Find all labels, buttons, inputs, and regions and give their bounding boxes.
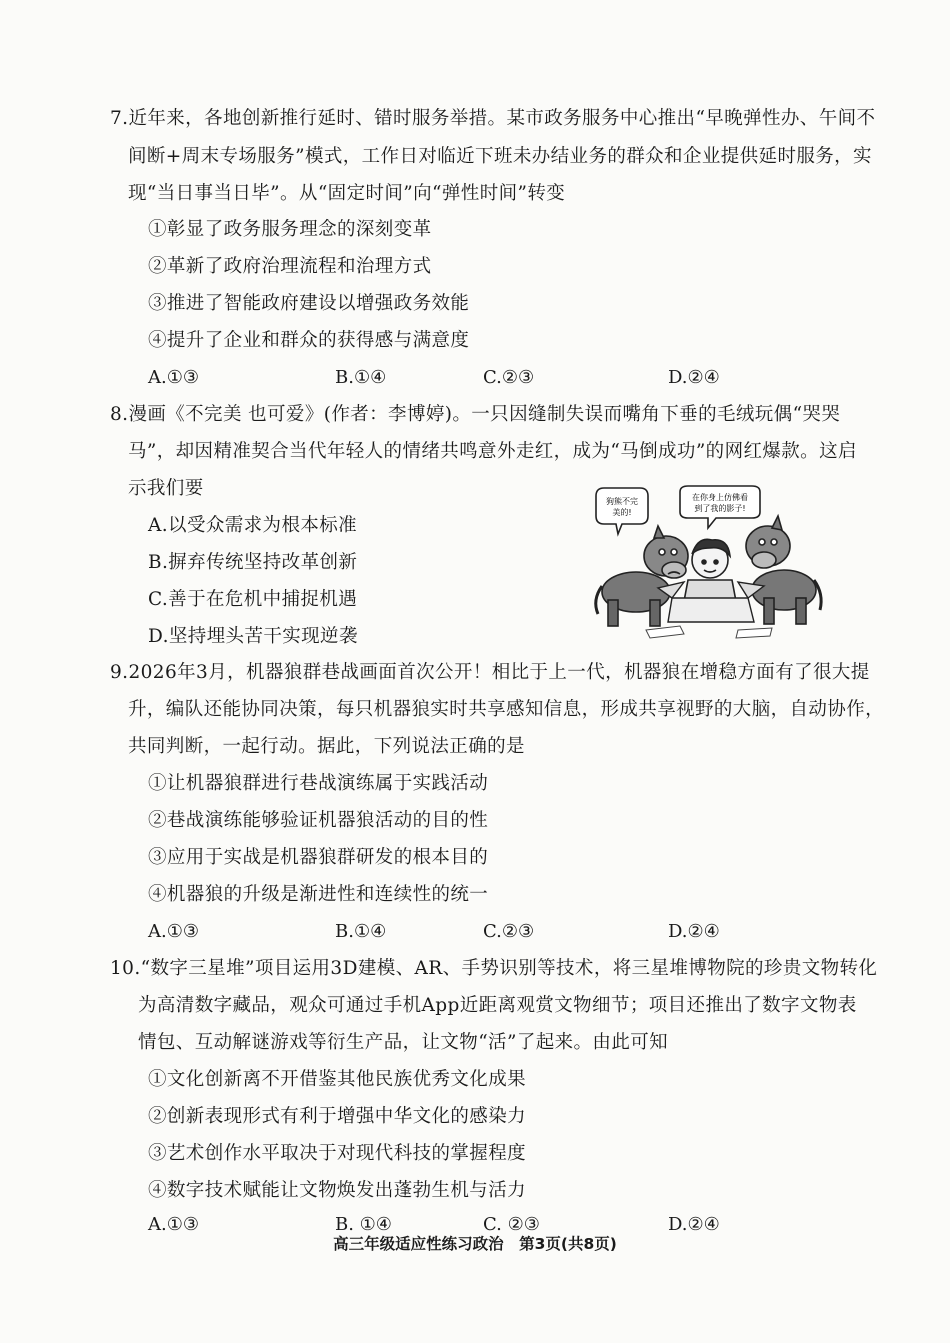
speech-bubble-left — [596, 488, 648, 534]
answer-choice: C.善于在危机中捕捉机遇 — [148, 589, 358, 610]
question-stem-line: 8.漫画《不完美 也可爱》(作者：李博婷)。一只因缝制失误而嘴角下垂的毛绒玩偶“哭哭 — [110, 404, 841, 425]
answer-choice: D.②④ — [668, 1214, 720, 1235]
question-stem-line: 间断+周末专场服务”模式，工作日对临近下班未办结业务的群众和企业提供延时服务，实 — [128, 146, 872, 167]
bubble-right-line: 在你身上仿佛看 — [692, 493, 748, 502]
statement-option: ④提升了企业和群众的获得感与满意度 — [148, 330, 470, 351]
statement-option: ③应用于实战是机器狼群研发的根本目的 — [148, 847, 489, 868]
question-stem-line: 7.近年来，各地创新推行延时、错时服务举措。某市政务服务中心推出“早晚弹性办、午间不 — [110, 108, 876, 129]
answer-choice: B.①④ — [335, 367, 387, 388]
bubble-left-line: 美的! — [612, 508, 632, 517]
question-stem-line: 9.2026年3月，机器狼群巷战画面首次公开！相比于上一代，机器狼在增稳方面有了很大提 — [110, 662, 870, 683]
answer-choice: B. ①④ — [335, 1214, 392, 1235]
question-stem-line: 示我们要 — [128, 478, 204, 499]
question-stem-line: 共同判断，一起行动。据此，下列说法正确的是 — [128, 736, 525, 757]
question-stem-line: 10.“数字三星堆”项目运用3D建模、AR、手势识别等技术，将三星堆博物院的珍贵文物转化 — [110, 958, 878, 979]
statement-option: ②创新表现形式有利于增强中华文化的感染力 — [148, 1106, 527, 1127]
page-footer: 高三年级适应性练习政治 第3页(共8页) — [333, 1235, 617, 1253]
answer-choice: D.②④ — [668, 367, 720, 388]
question-stem-line: 升，编队还能协同决策，每只机器狼实时共享感知信息，形成共享视野的大脑，自动协作， — [128, 699, 885, 720]
statement-option: ④数字技术赋能让文物焕发出蓬勃生机与活力 — [148, 1180, 527, 1201]
statement-option: ①文化创新离不开借鉴其他民族优秀文化成果 — [148, 1069, 527, 1090]
answer-choice: A.①③ — [148, 1214, 199, 1235]
scattered-papers — [646, 626, 772, 638]
plush-horse-right — [746, 516, 821, 624]
answer-choice: A.①③ — [148, 921, 199, 942]
answer-choice: D.②④ — [668, 921, 720, 942]
answer-choice: A.①③ — [148, 367, 199, 388]
statement-option: ①让机器狼群进行巷战演练属于实践活动 — [148, 773, 489, 794]
answer-choice: B.①④ — [335, 921, 387, 942]
question-stem-line: 马”，却因精准契合当代年轻人的情绪共鸣意外走红，成为“马倒成功”的网红爆款。这启 — [128, 441, 857, 462]
statement-option: ①彰显了政务服务理念的深刻变革 — [148, 219, 432, 240]
answer-choice: D.坚持埋头苦干实现逆袭 — [148, 626, 358, 647]
answer-choice: C.②③ — [483, 921, 535, 942]
bubble-left-line: 狗熊不完 — [606, 497, 638, 506]
statement-option: ③推进了智能政府建设以增强政务效能 — [148, 293, 470, 314]
statement-option: ②革新了政府治理流程和治理方式 — [148, 256, 432, 277]
question-stem-line: 为高清数字藏品，观众可通过手机App近距离观赏文物细节；项目还推出了数字文物表 — [138, 995, 857, 1016]
bubble-right-line: 到了我的影子! — [694, 504, 746, 513]
question-stem-line: 现“当日事当日毕”。从“固定时间”向“弹性时间”转变 — [128, 183, 566, 204]
answer-choice: C. ②③ — [483, 1214, 540, 1235]
answer-choice: B.摒弃传统坚持改革创新 — [148, 552, 358, 573]
statement-option: ②巷战演练能够验证机器狼活动的目的性 — [148, 810, 489, 831]
cartoon-illustration — [588, 482, 828, 642]
answer-choice: C.②③ — [483, 367, 535, 388]
answer-choice: A.以受众需求为根本标准 — [148, 515, 358, 536]
statement-option: ③艺术创作水平取决于对现代科技的掌握程度 — [148, 1143, 527, 1164]
statement-option: ④机器狼的升级是渐进性和连续性的统一 — [148, 884, 489, 905]
question-stem-line: 情包、互动解谜游戏等衍生产品，让文物“活”了起来。由此可知 — [138, 1032, 669, 1053]
speech-bubble-right — [680, 486, 760, 528]
